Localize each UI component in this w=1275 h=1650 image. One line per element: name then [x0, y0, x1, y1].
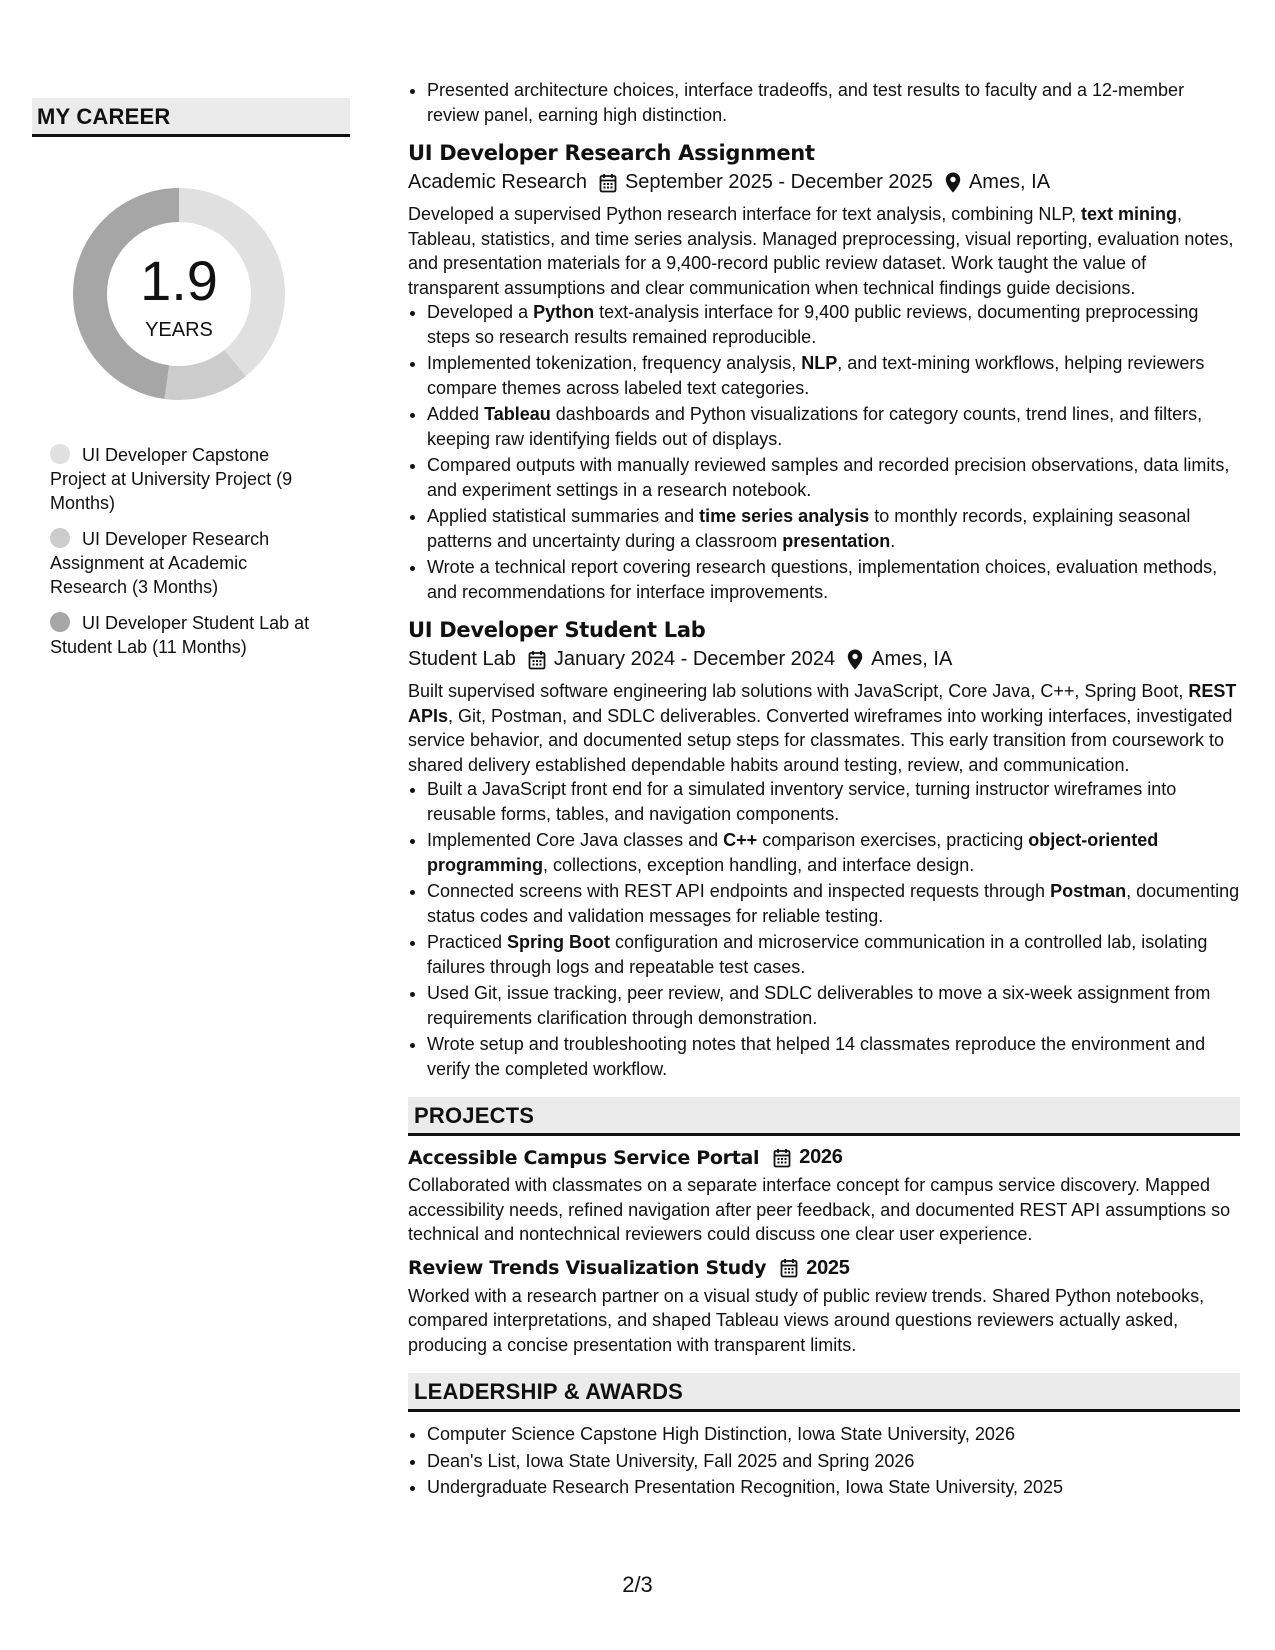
job-location: Ames, IA: [871, 648, 953, 670]
award-item: • Dean's List, Iowa State University, Fall 2025 and Spring 2026: [427, 1449, 1240, 1474]
legend-dot-icon: [50, 444, 70, 464]
calendar-icon: [780, 1258, 798, 1278]
job-dates: September 2025 - December 2025: [624, 171, 933, 193]
job-summary: Built supervised software engineering lab solutions with JavaScript, Core Java, C++, Spring Boot, REST APIs, Git, Postman, and SDLC deliverables. Converted wireframes into working interfaces, investigated service behavior, and documented setup steps for classmates. This early transition from coursework to shared delivery established dependable habits around testing, review, and communication.: [408, 681, 1237, 775]
donut-center: [64, 179, 294, 409]
project-year: 2026: [799, 1146, 843, 1168]
job-title: UI Developer Research Assignment: [408, 141, 815, 165]
bullet-item: • Used Git, issue tracking, peer review, and SDLC deliverables to move a six-week assignment from requirements clarification through demonstration.: [427, 981, 1240, 1030]
legend-label: UI Developer Capstone Project at University Project (9 Months): [50, 445, 293, 513]
legend-dot-icon: [50, 612, 70, 632]
career-heading: MY CAREER: [32, 98, 350, 137]
job-org: Academic Research: [408, 171, 587, 193]
bullet-item: • Implemented tokenization, frequency analysis, NLP, and text-mining workflows, helping reviewers compare themes across labeled text categories.: [427, 351, 1240, 400]
project-title: Review Trends Visualization Study: [408, 1257, 767, 1279]
project-title-row: [408, 1146, 1240, 1169]
bullet-item: • Built a JavaScript front end for a simulated inventory service, turning instructor wireframes into reusable forms, tables, and navigation components.: [427, 777, 1240, 826]
bullet-item: • Connected screens with REST API endpoints and inspected requests through Postman, documenting status codes and validation messages for reliable testing.: [427, 879, 1240, 928]
job-bullets: [408, 777, 1240, 1081]
awards-list: [408, 1422, 1240, 1500]
projects-heading: PROJECTS: [408, 1097, 1240, 1136]
job-location: Ames, IA: [968, 171, 1051, 193]
calendar-icon: [773, 1148, 791, 1168]
job-summary: Developed a supervised Python research interface for text analysis, combining NLP, text mining, Tableau, statistics, and time series analysis. Managed preprocessing, visual reporting, evaluation notes, and presentation materials for a 9,400-record public review dataset. Work taught the value of transparent assumptions and clear communication when technical findings guide decisions.: [408, 204, 1234, 298]
award-item: • Undergraduate Research Presentation Recognition, Iowa State University, 2025: [427, 1475, 1240, 1500]
project-description: Collaborated with classmates on a separate interface concept for campus service discovery. Mapped accessibility needs, refined navigation after peer feedback, and documented REST API assumptions so technical and nontechnical reviewers could discuss one clear user experience.: [408, 1175, 1231, 1244]
job-meta: [408, 648, 1240, 671]
bullet-item: • Added Tableau dashboards and Python visualizations for category counts, trend lines, and filters, keeping raw identifying fields out of displays.: [427, 402, 1240, 451]
legend-dot-icon: [50, 528, 70, 548]
project-entry: [408, 1146, 1240, 1247]
legend-item: [50, 443, 320, 515]
bullet-item: • Wrote setup and troubleshooting notes that helped 14 classmates reproduce the environment and verify the completed workflow.: [427, 1032, 1240, 1081]
bullet-item: • Compared outputs with manually reviewed samples and recorded precision observations, data limits, and experiment settings in a research notebook.: [427, 453, 1240, 502]
awards-heading: LEADERSHIP & AWARDS: [408, 1373, 1240, 1412]
project-description: Worked with a research partner on a visual study of public review trends. Shared Python notebooks, compared interpretations, and shaped Tableau views around questions reviewers actually asked, producing a concise presentation with transparent limits.: [408, 1285, 1205, 1355]
project-title: Accessible Campus Service Portal: [408, 1146, 760, 1169]
job-bullets: [408, 300, 1240, 604]
job-entry: [408, 141, 1240, 604]
carry-over-bullets: [408, 78, 1240, 127]
legend-label: UI Developer Research Assignment at Academic Research (3 Months): [50, 529, 270, 597]
bullet-item: • Presented architecture choices, interface tradeoffs, and test results to faculty and a 12-member review panel, earning high distinction.: [427, 78, 1240, 127]
job-title: UI Developer Student Lab: [408, 618, 706, 642]
right-column: [408, 78, 1240, 1502]
project-entry: [408, 1257, 1240, 1358]
career-total-unit: YEARS: [145, 319, 213, 341]
calendar-icon: [599, 173, 617, 193]
project-year: 2025: [806, 1256, 850, 1279]
job-entry: [408, 618, 1240, 1081]
awards-section: [408, 1373, 1240, 1500]
award-item: • Computer Science Capstone High Distinction, Iowa State University, 2026: [427, 1422, 1240, 1447]
legend-label: UI Developer Student Lab at Student Lab (11 Months): [50, 613, 310, 657]
bullet-item: • Wrote a technical report covering research questions, implementation choices, evaluation methods, and recommendations for interface improvements.: [427, 555, 1240, 604]
job-dates: January 2024 - December 2024: [553, 648, 836, 670]
career-total-value: 1.9: [140, 249, 218, 312]
legend-item: [50, 611, 320, 659]
bullet-item: • Applied statistical summaries and time series analysis to monthly records, explaining seasonal patterns and uncertainty during a classroom presentation.: [427, 504, 1240, 553]
bullet-item: • Practiced Spring Boot configuration and microservice communication in a controlled lab, isolating failures through logs and repeatable test cases.: [427, 930, 1240, 979]
page-number: 2/3: [622, 1572, 653, 1597]
job-meta: [408, 171, 1240, 194]
projects-section: [408, 1097, 1240, 1357]
left-column: [32, 98, 350, 671]
calendar-icon: [528, 650, 546, 670]
legend-item: [50, 527, 320, 599]
career-donut-chart: [64, 179, 294, 409]
project-title-row: [408, 1257, 1240, 1280]
bullet-item: • Implemented Core Java classes and C++ comparison exercises, practicing object-oriented programming, collections, exception handling, and interface design.: [427, 828, 1240, 877]
location-pin-icon: [847, 649, 863, 670]
bullet-item: • Developed a Python text-analysis interface for 9,400 public reviews, documenting preprocessing steps so research results remained reproducible.: [427, 300, 1240, 349]
job-org: Student Lab: [408, 648, 516, 670]
location-pin-icon: [945, 172, 961, 193]
career-legend: [50, 443, 320, 659]
